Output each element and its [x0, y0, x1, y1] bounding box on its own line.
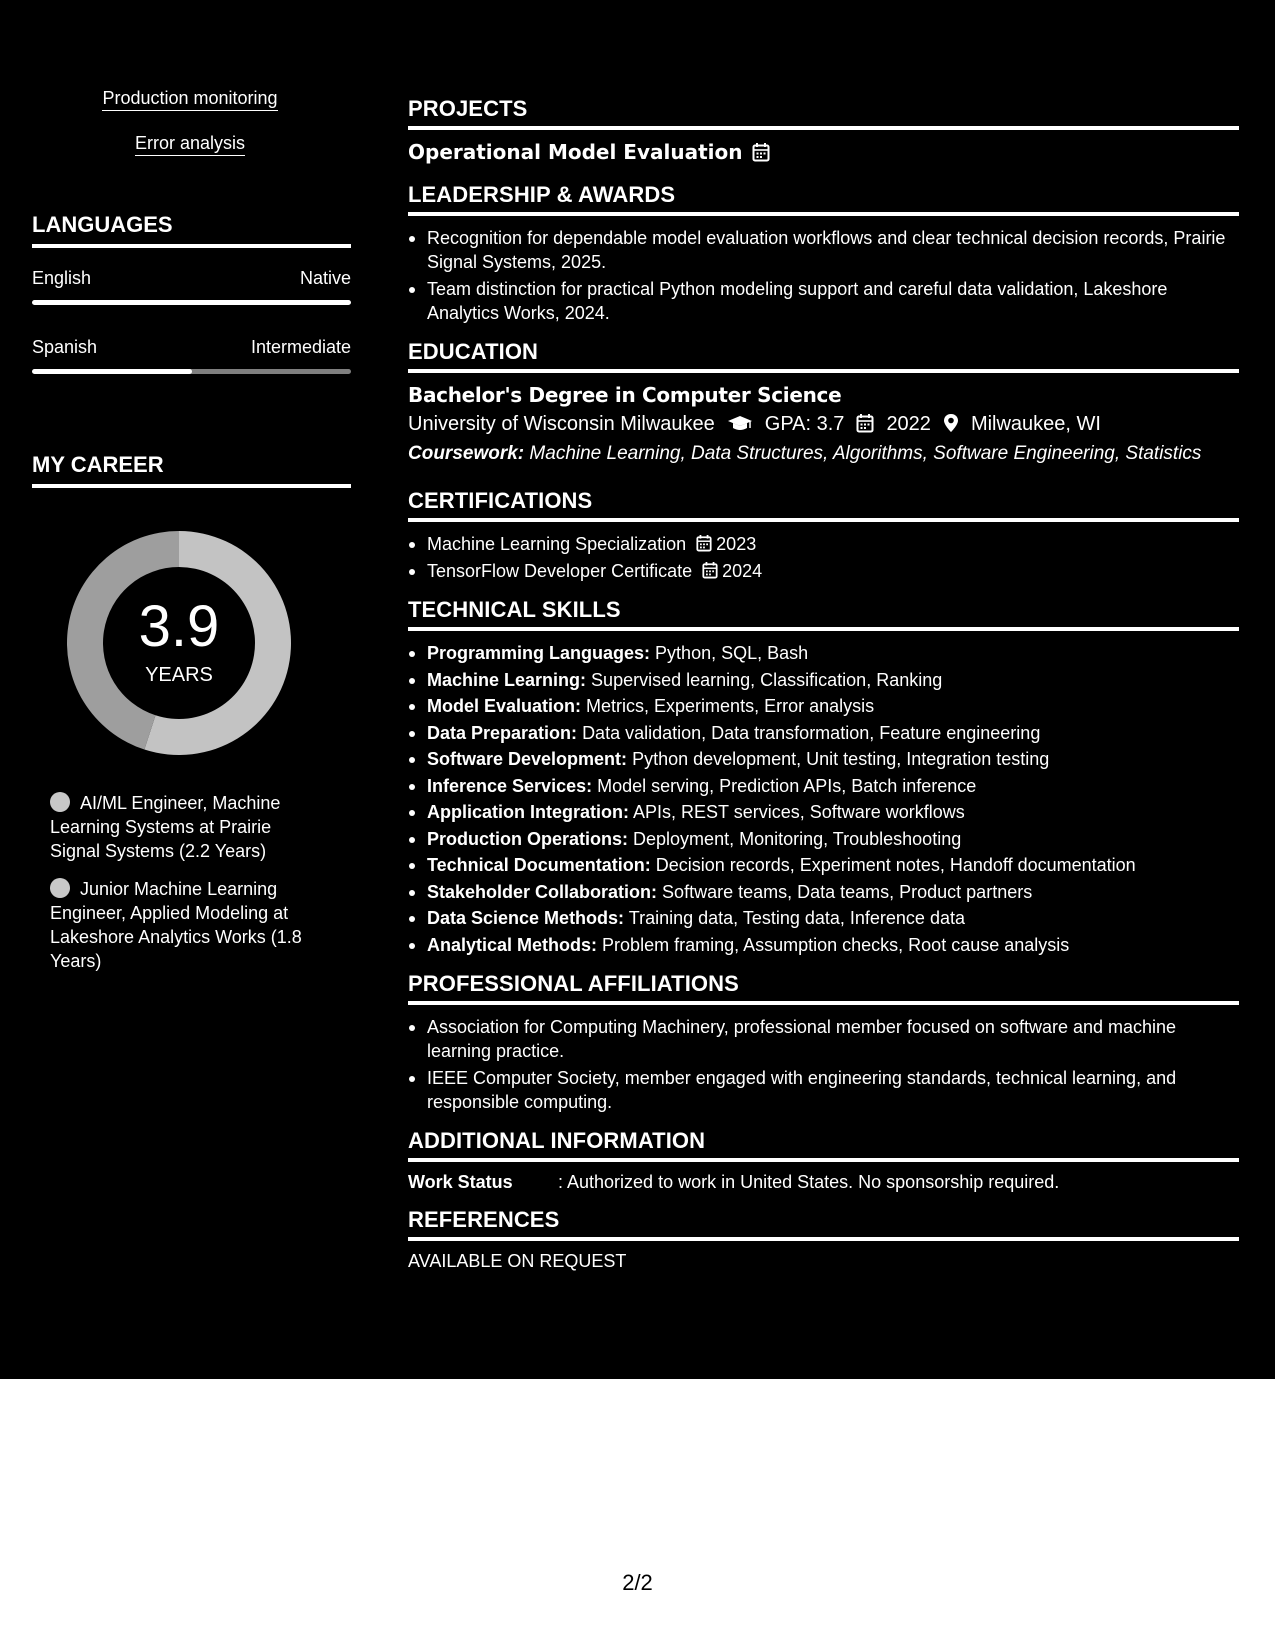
sidebar — [0, 0, 380, 1379]
leadership-section — [408, 182, 1239, 325]
career-years-unit: YEARS — [145, 664, 213, 686]
language-level: Intermediate — [250, 337, 351, 357]
certifications-section — [408, 488, 1239, 583]
leadership-list — [408, 226, 1239, 325]
certification-item: Machine Learning Specialization 2023 — [408, 532, 1239, 556]
skill-item: Application Integration: APIs, REST services, Software workflows — [408, 800, 1239, 825]
career-dot-icon — [50, 792, 70, 812]
skill-item: Stakeholder Collaboration: Software teams, Data teams, Product partners — [408, 880, 1239, 905]
main-column — [408, 96, 1239, 1286]
affiliations-section — [408, 971, 1239, 1114]
project-item: Operational Model Evaluation — [408, 140, 1239, 164]
skill-item: Software Development: Python development, Unit testing, Integration testing — [408, 747, 1239, 772]
list-item: Association for Computing Machinery, professional member focused on software and machine learning practice. — [408, 1015, 1239, 1063]
career-item: AI/ML Engineer, Machine Learning Systems at Prairie Signal Systems (2.2 Years) — [50, 793, 281, 861]
skill-item: Programming Languages: Python, SQL, Bash — [408, 641, 1239, 666]
projects-section — [408, 96, 1239, 164]
skill-tag: Error analysis — [0, 133, 380, 154]
education-school: University of Wisconsin Milwaukee — [408, 413, 715, 435]
education-gpa: GPA: 3.7 — [764, 413, 845, 435]
location-pin-icon — [943, 413, 959, 433]
additional-info-heading: ADDITIONAL INFORMATION — [408, 1128, 1239, 1162]
career-heading: MY CAREER — [32, 452, 351, 488]
affiliations-list — [408, 1015, 1239, 1114]
education-year: 2022 — [886, 413, 931, 435]
language-proficiency-fill — [32, 369, 192, 374]
skill-item: Production Operations: Deployment, Monitoring, Troubleshooting — [408, 827, 1239, 852]
education-details — [408, 413, 1239, 436]
education-location: Milwaukee, WI — [970, 413, 1101, 435]
technical-skills-section — [408, 597, 1239, 957]
language-proficiency-fill — [32, 300, 351, 305]
language-proficiency-bar — [32, 300, 351, 305]
page-number: 2/2 — [622, 1570, 653, 1595]
skill-item: Data Science Methods: Training data, Testing data, Inference data — [408, 906, 1239, 931]
list-item: IEEE Computer Society, member engaged with engineering standards, technical learning, and responsible computing. — [408, 1066, 1239, 1114]
language-proficiency-bar — [32, 369, 351, 374]
certifications-heading: CERTIFICATIONS — [408, 488, 1239, 522]
education-heading: EDUCATION — [408, 339, 1239, 373]
career-years-value: 3.9 — [138, 594, 220, 659]
career-item: Junior Machine Learning Engineer, Applied Modeling at Lakeshore Analytics Works (1.8 Years) — [50, 879, 302, 971]
leadership-heading: LEADERSHIP & AWARDS — [408, 182, 1239, 216]
calendar-icon — [752, 142, 770, 162]
list-item: Recognition for dependable model evaluation workflows and clear technical decision records, Prairie Signal Systems, 2025. — [408, 226, 1239, 274]
work-status-label: Work Status — [408, 1172, 513, 1192]
calendar-icon — [856, 413, 874, 433]
list-item: Team distinction for practical Python modeling support and careful data validation, Lakeshore Analytics Works, 2024. — [408, 277, 1239, 325]
references-text: AVAILABLE ON REQUEST — [408, 1251, 627, 1271]
language-name: Spanish — [32, 337, 98, 357]
skill-tag: Production monitoring — [0, 88, 380, 109]
skill-item: Inference Services: Model serving, Prediction APIs, Batch inference — [408, 774, 1239, 799]
calendar-icon — [696, 534, 712, 552]
certifications-list — [408, 532, 1239, 583]
technical-skills-list — [408, 641, 1239, 957]
references-section — [408, 1207, 1239, 1272]
education-coursework: Coursework: Machine Learning, Data Structures, Algorithms, Software Engineering, Statistics — [408, 443, 1202, 464]
skill-item: Machine Learning: Supervised learning, Classification, Ranking — [408, 668, 1239, 693]
certification-item: TensorFlow Developer Certificate 2024 — [408, 559, 1239, 583]
language-name: English — [32, 268, 92, 288]
language-level: Native — [299, 268, 351, 288]
skill-item: Technical Documentation: Decision records, Experiment notes, Handoff documentation — [408, 853, 1239, 878]
work-status-value: : Authorized to work in United States. No sponsorship required. — [558, 1172, 1060, 1192]
education-degree: Bachelor's Degree in Computer Science — [408, 383, 842, 407]
calendar-icon — [702, 561, 718, 579]
education-section — [408, 339, 1239, 466]
work-status-row — [408, 1172, 1239, 1193]
skill-item: Data Preparation: Data validation, Data transformation, Feature engineering — [408, 721, 1239, 746]
skill-item: Model Evaluation: Metrics, Experiments, Error analysis — [408, 694, 1239, 719]
additional-info-section — [408, 1128, 1239, 1193]
skill-item: Analytical Methods: Problem framing, Assumption checks, Root cause analysis — [408, 933, 1239, 958]
languages-heading: LANGUAGES — [32, 212, 351, 248]
affiliations-heading: PROFESSIONAL AFFILIATIONS — [408, 971, 1239, 1005]
career-dot-icon — [50, 878, 70, 898]
references-heading: REFERENCES — [408, 1207, 1239, 1241]
technical-skills-heading: TECHNICAL SKILLS — [408, 597, 1239, 631]
graduation-cap-icon — [727, 415, 753, 433]
projects-heading: PROJECTS — [408, 96, 1239, 130]
